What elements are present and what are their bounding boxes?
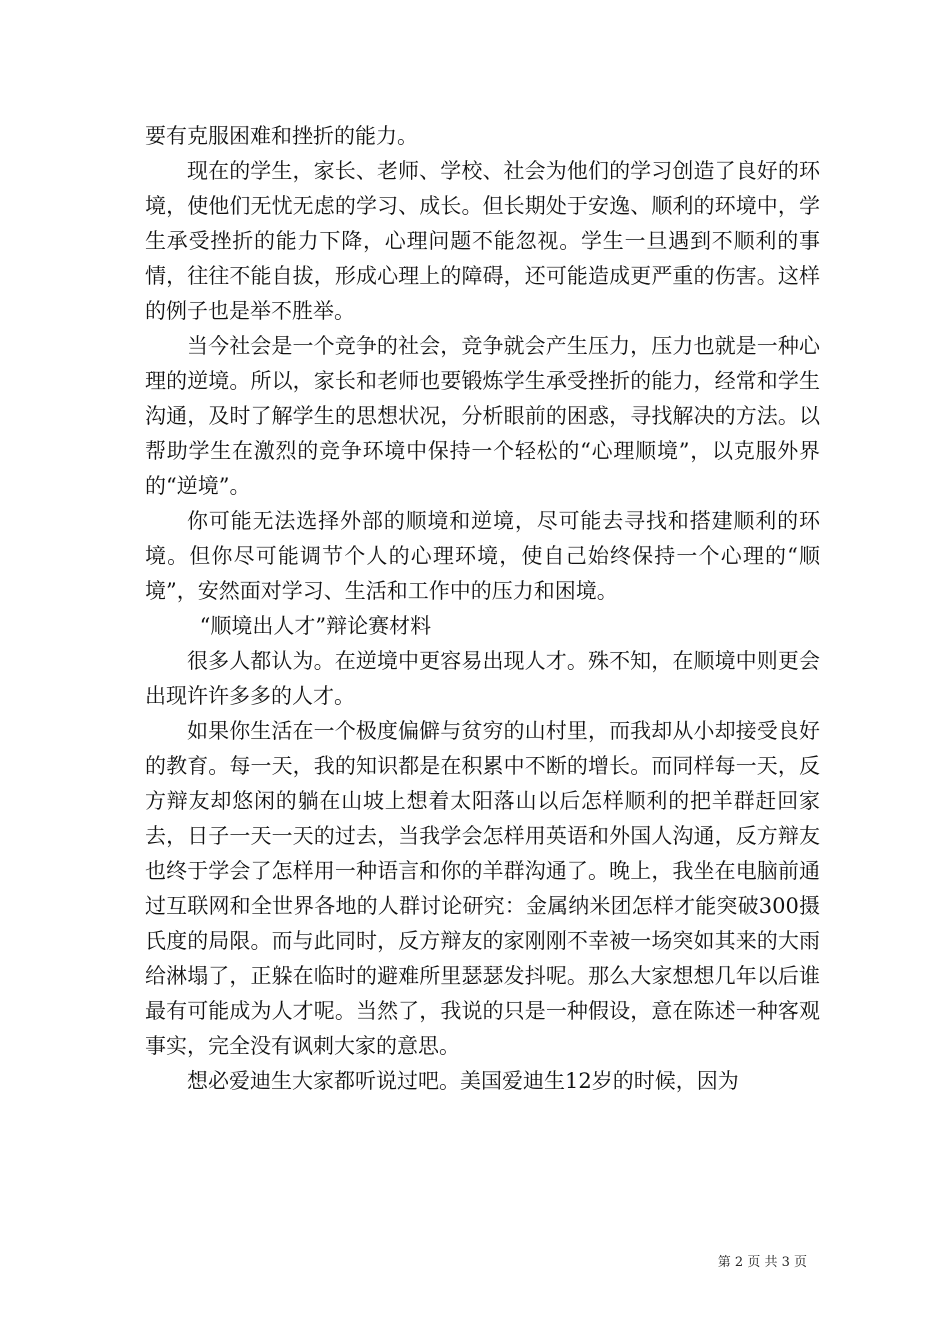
paragraph: 如果你生活在一个极度偏僻与贫穷的山村里，而我却从小却接受良好的教育。每一天，我的知识都是在积累中不断的增长。而同样每一天，反方辩友却悠闲的躺在山坡上想着太阳落山以后怎样顺利的把羊群赶回家去，日子一天一天的过去，当我学会怎样用英语和外国人沟通，反方辩友也终于学会了怎样用一种语言和你的羊群沟通了。晚上，我坐在电脑前通过互联网和全世界各地的人群讨论研究：金属纳米团怎样才能突破300摄氏度的局限。而与此同时，反方辩友的家刚刚不幸被一场突如其来的大雨给淋塌了，正躲在临时的避难所里瑟瑟发抖呢。那么大家想想几年以后谁最有可能成为人才呢。当然了，我说的只是一种假设，意在陈述一种客观事实，完全没有讽刺大家的意思。 bbox=[145, 719, 820, 1058]
paragraph: 想必爱迪生大家都听说过吧。美国爱迪生12岁的时候，因为 bbox=[187, 1069, 739, 1093]
paragraph: 当今社会是一个竞争的社会，竞争就会产生压力，压力也就是一种心理的逆境。所以，家长和老师也要锻炼学生承受挫折的能力，经常和学生沟通，及时了解学生的思想状况，分析眼前的困惑，寻找解决的方法。以帮助学生在激烈的竞争环境中保持一个轻松的“心理顺境”，以克服外界的“逆境”。 bbox=[145, 334, 820, 498]
paragraph: 你可能无法选择外部的顺境和逆境，尽可能去寻找和搭建顺利的环境。但你尽可能调节个人的心理环境，使自己始终保持一个心理的“顺境”，安然面对学习、生活和工作中的压力和困境。 bbox=[145, 509, 820, 603]
page-number-footer: 第 2 页 共 3 页 bbox=[717, 1255, 807, 1270]
paragraph: 很多人都认为。在逆境中更容易出现人才。殊不知，在顺境中则更会出现许许多多的人才。 bbox=[145, 649, 820, 708]
paragraph: 现在的学生，家长、老师、学校、社会为他们的学习创造了良好的环境，使他们无忧无虑的学习、成长。但长期处于安逸、顺利的环境中，学生承受挫折的能力下降，心理问题不能忽视。学生一旦遇到不顺利的事情，往往不能自拔，形成心理上的障碍，还可能造成更严重的伤害。这样的例子也是举不胜举。 bbox=[145, 159, 820, 323]
paragraph: 要有克服困难和挫折的能力。 bbox=[145, 124, 418, 148]
document-body bbox=[145, 119, 820, 1099]
section-heading: “顺境出人才”辩论赛材料 bbox=[199, 614, 432, 638]
